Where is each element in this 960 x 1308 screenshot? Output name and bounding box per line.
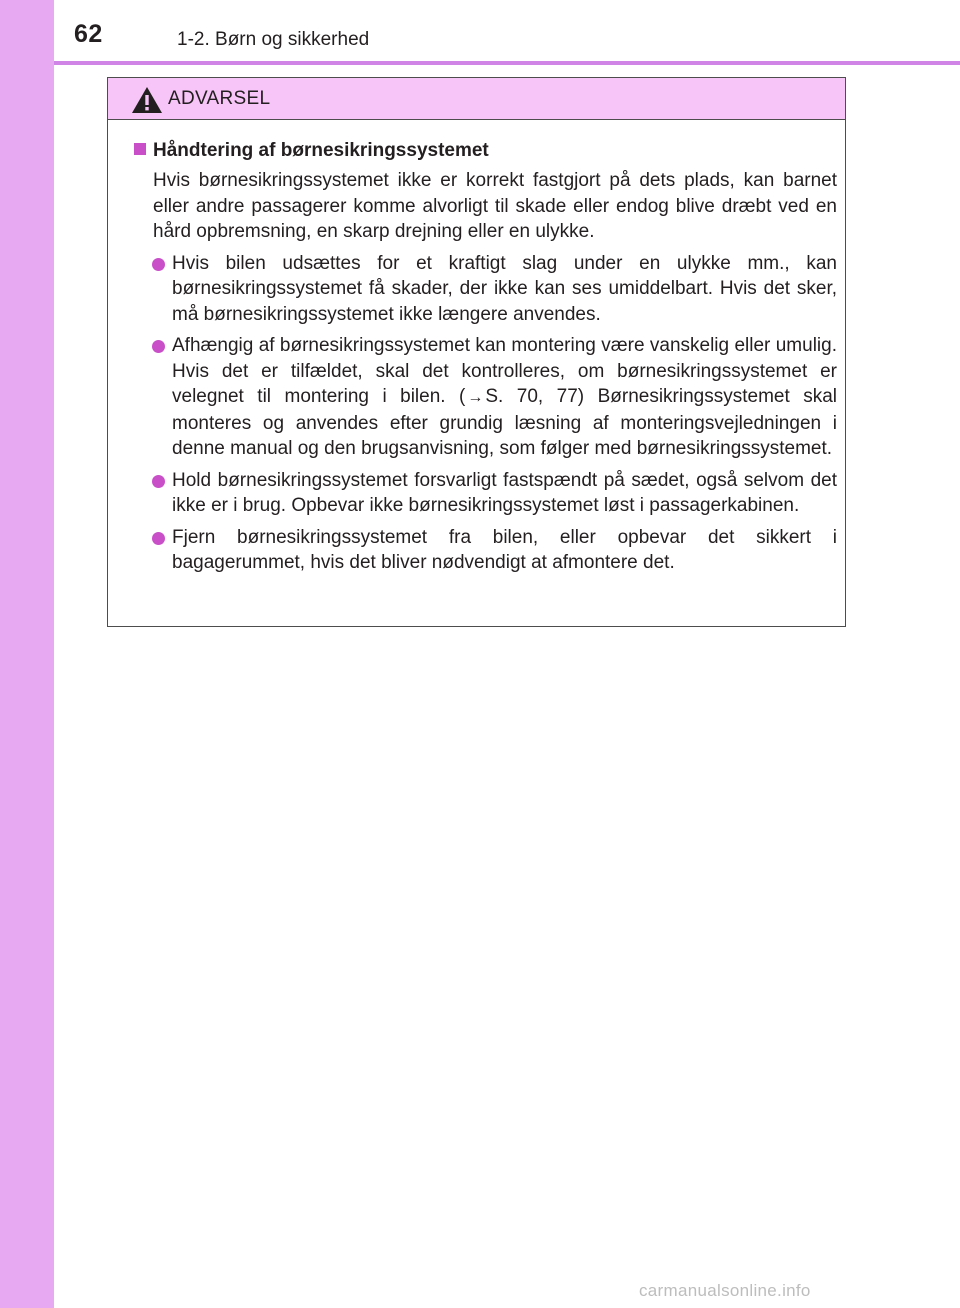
intro-paragraph: Hvis børnesikringssystemet ikke er korrekt fastgjort på dets plads, kan barnet eller andre passagerer komme alvorligt til skade eller endog blive dræbt ved en hård opbremsning, en skarp drejning eller en ulykke. bbox=[153, 170, 837, 242]
circle-bullet-icon bbox=[152, 340, 165, 353]
list-item-text: Hvis bilen udsættes for et kraftigt slag under en ulykke mm., kan børnesikringssystemet få skader, der ikke kan ses umiddelbart. Hvis det sker, må børnesikringssystemet ikke længere anvendes. bbox=[172, 252, 837, 325]
warning-triangle-icon bbox=[130, 85, 164, 115]
circle-bullet-icon bbox=[152, 258, 165, 271]
list-item bbox=[172, 251, 837, 328]
list-item-text: Afhængig af børnesikringssystemet kan montering være vanskelig eller umulig. Hvis det er tilfældet, skal det kontrolleres, om børnesikringssystemet er velegnet til montering i bilen. ( bbox=[172, 335, 837, 407]
page-number: 62 bbox=[74, 20, 103, 48]
warning-label: ADVARSEL bbox=[168, 88, 271, 109]
side-color-band bbox=[0, 0, 54, 1308]
list-item bbox=[172, 468, 837, 519]
warning-header bbox=[108, 78, 845, 120]
list-item bbox=[172, 333, 837, 462]
header-divider bbox=[54, 61, 960, 65]
list-item-text: Hold børnesikringssystemet forsvarligt fastspændt på sædet, også selvom det ikke er i brug. Opbevar ikke børnesikringssystemet løst i passagerkabinen. bbox=[172, 469, 837, 516]
list-item-text: Fjern børnesikringssystemet fra bilen, eller opbevar det sikkert i bagagerummet, hvis det bliver nødvendigt at afmontere det. bbox=[172, 526, 837, 573]
list-item-text: S. 70, 77) Børnesikringssystemet skal monteres og anvendes efter grundig læsning af monteringsvejledningen i denne manual og den brugsanvisning, som følger med børnesikringssystemet. bbox=[172, 386, 837, 459]
arrow-right-icon: → bbox=[467, 389, 484, 406]
section-title: 1-2. Børn og sikkerhed bbox=[177, 29, 370, 50]
warning-body bbox=[108, 120, 845, 576]
square-bullet-icon bbox=[134, 143, 146, 155]
watermark: carmanualsonline.info bbox=[639, 1281, 811, 1300]
list-item bbox=[172, 525, 837, 576]
circle-bullet-icon bbox=[152, 475, 165, 488]
topic-title-text: Håndtering af børnesikringssystemet bbox=[153, 140, 489, 161]
circle-bullet-icon bbox=[152, 532, 165, 545]
topic-title bbox=[128, 138, 837, 164]
warning-box bbox=[107, 77, 846, 627]
